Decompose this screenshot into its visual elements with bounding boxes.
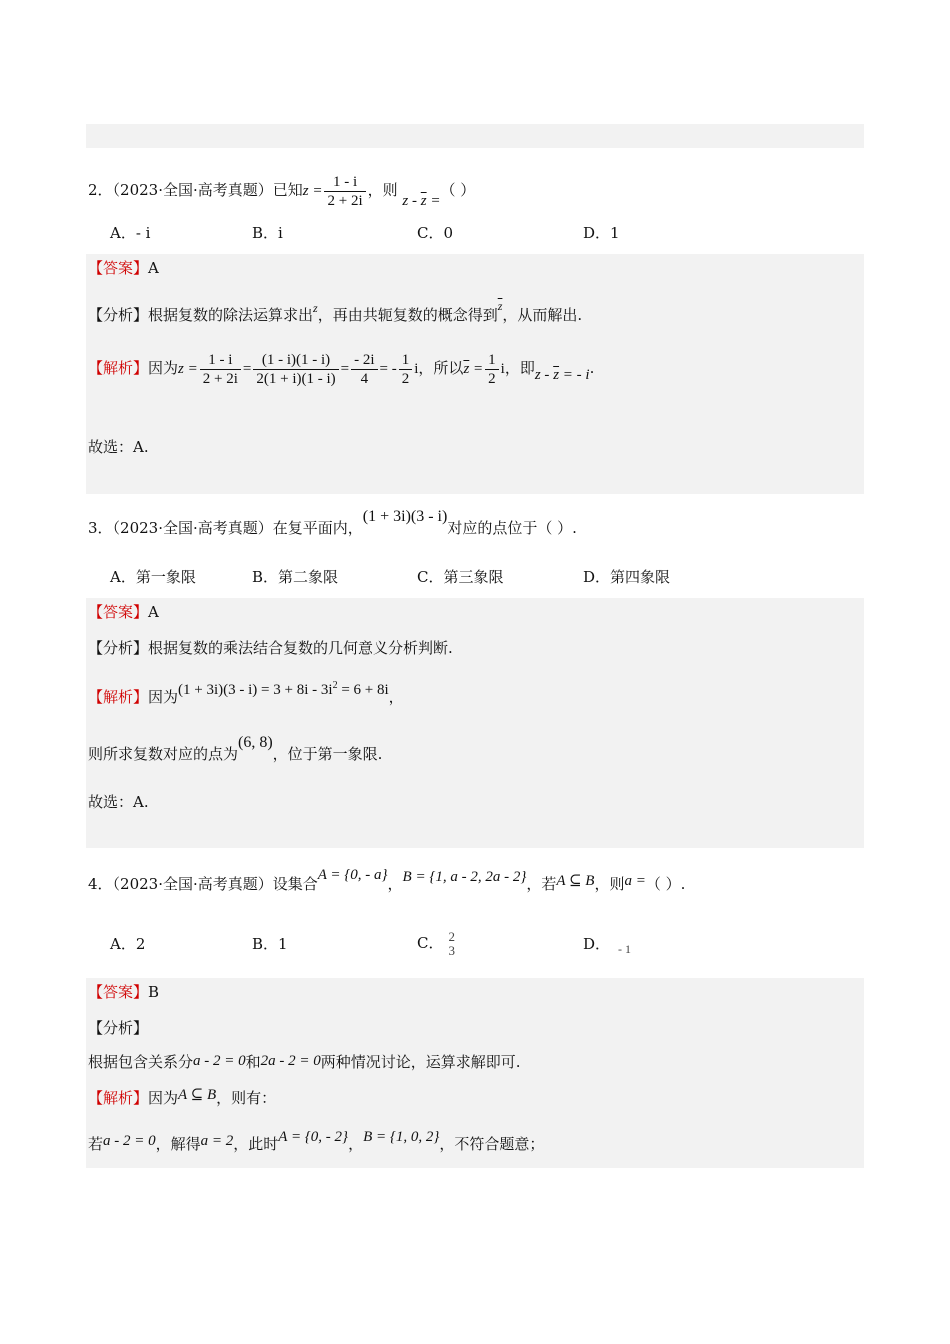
q4-analysis-tag: 【分析】	[88, 1019, 149, 1037]
q4-stem: 4．（2023·全国·高考真题）设集合A = {0, - a}，B = {1, a - 2, 2a - 2}，若A ⊆ B，则a =（ ）.	[88, 867, 686, 893]
q3-point: 则所求复数对应的点为(6, 8)，位于第一象限.	[88, 734, 383, 763]
q4-option-c: C． 2 3	[417, 929, 455, 958]
q2-option-d: D．1	[583, 224, 620, 242]
q2-option-a: A．- i	[110, 224, 151, 242]
q2-answer: 【答案】A	[88, 259, 159, 277]
q4-answer: 【答案】B	[88, 983, 160, 1001]
q3-analysis: 【分析】根据复数的乘法结合复数的几何意义分析判断.	[88, 639, 453, 657]
q4-option-d: D． $_{- 1}$	[583, 935, 632, 956]
q4-option-b: B．1	[252, 935, 288, 953]
shade-q3-solution	[86, 598, 864, 848]
q4-option-a: A．2	[110, 935, 146, 953]
q2-conclusion: 故选：A.	[88, 438, 149, 456]
q2-analysis: 【分析】根据复数的除法运算求出$^z$，再由共轭复数的概念得到$^{\overline{z}}$，从而解出.	[88, 299, 583, 324]
q3-answer: 【答案】A	[88, 603, 159, 621]
q3-option-b: B．第二象限	[252, 568, 339, 586]
q2-solution: 【解析】因为z = $\frac{1 - i}{2 + 2i}$ = $\frac{(1 - i)(1 - i)}{2(1 + i)(1 - i)}$ = $\frac{- 2i}{4}$ = - $\frac{1}{2}$ i，所以$\overline{z}$ = $\frac{1}{2}$ i，即z - $\overline{z}$ = - i.	[88, 351, 595, 387]
shade-top	[86, 124, 864, 148]
q4-analysis: 根据包含关系分a - 2 = 0和2a - 2 = 0两种情况讨论，运算求解即可.	[88, 1053, 521, 1071]
q3-option-c: C．第三象限	[417, 568, 504, 586]
q2-stem: 2．（2023·全国·高考真题）已知z = $\frac{1 - i}{2 + 2i}$ ，则 z - $\overline{z}$ =（ ）	[88, 173, 476, 209]
q3-stem: 3．（2023·全国·高考真题）在复平面内，(1 + 3i)(3 - i)对应的点位于（ ）.	[88, 508, 577, 537]
q3-option-a: A．第一象限	[110, 568, 196, 586]
q2-fraction: $\frac{1 - i}{2 + 2i}$	[324, 173, 365, 210]
q3-option-d: D．第四象限	[583, 568, 671, 586]
q2-option-c: C．0	[417, 224, 454, 242]
q2-option-b: B．i	[252, 224, 283, 242]
q2-z-minus-zbar: z - $\overline{z}$ =	[402, 193, 441, 209]
q4-solution: 【解析】因为A ⊆ B，则有：	[88, 1087, 277, 1107]
q3-conclusion: 故选：A.	[88, 793, 149, 811]
q3-solution: 【解析】因为$(1 + 3i)(3 - i) = 3 + 8i - 3i^2 = 6 + 8i$，	[88, 680, 404, 706]
q4-case: 若a - 2 = 0，解得a = 2，此时A = {0, - 2}，B = {1, 0, 2}，不符合题意；	[88, 1129, 545, 1153]
